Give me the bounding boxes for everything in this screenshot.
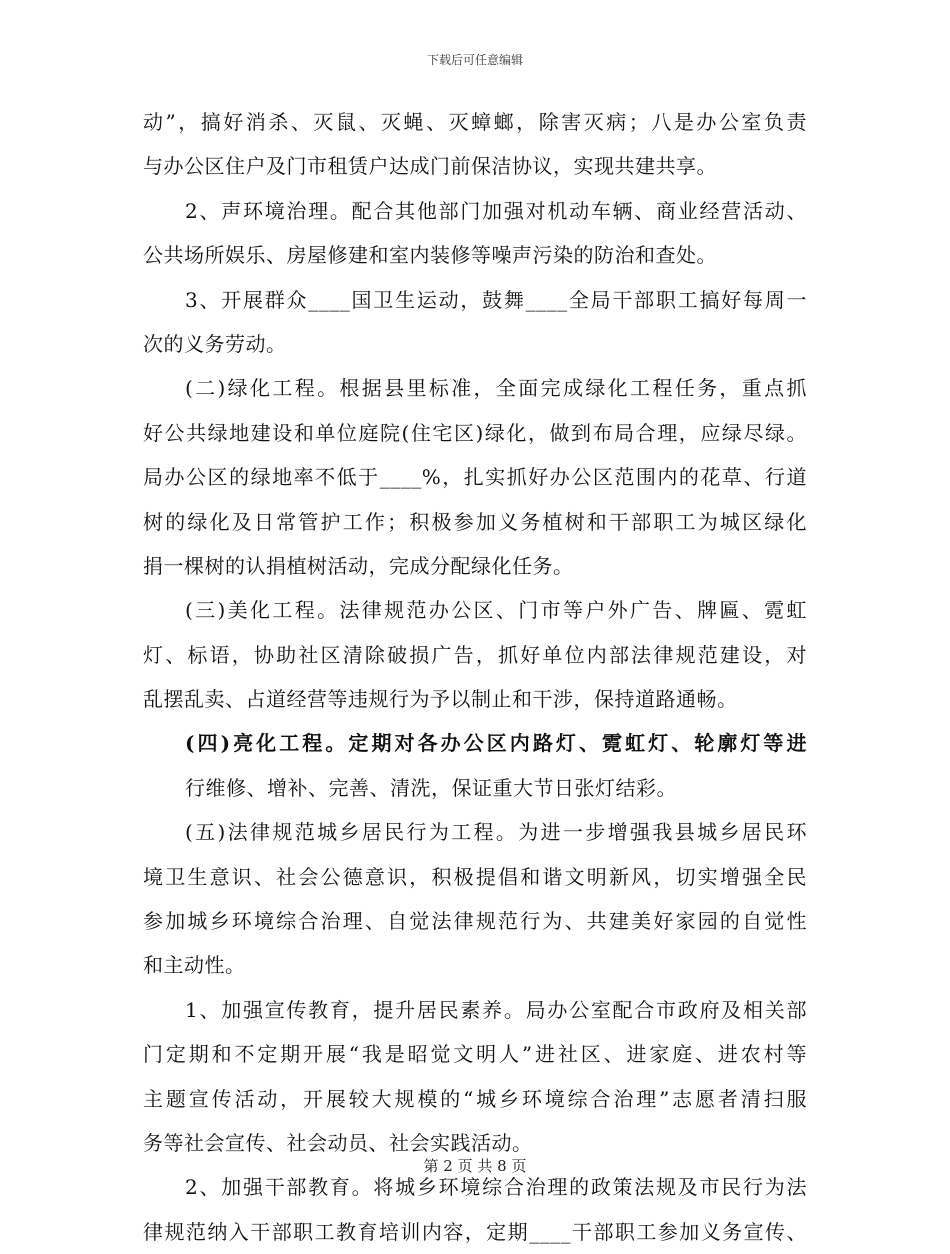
text-line-3: 2、声环境治理。配合其他部门加强对机动车辆、商业经营活动、	[185, 198, 807, 223]
text-line-18: 境卫生意识、社会公德意识，积极提倡和谐文明新风，切实增强全民	[143, 864, 807, 889]
text-line-11: 捐一棵树的认捐植树活动，完成分配绿化任务。	[143, 553, 574, 578]
text-line-24: 务等社会宣传、社会动员、社会实践活动。	[143, 1130, 533, 1155]
text-line-23: 主题宣传活动，开展较大规模的“城乡环境综合治理”志愿者清扫服	[143, 1086, 807, 1111]
document-body	[143, 100, 807, 1254]
text-line-16: 行维修、增补、完善、清洗，保证重大节日张灯结彩。	[185, 775, 677, 800]
text-line-21: 1、加强宣传教育，提升居民素养。局办公室配合市政府及相关部	[185, 997, 807, 1022]
page-number-footer: 第 2 页 共 8 页	[423, 1157, 527, 1175]
text-line-22: 门定期和不定期开展“我是昭觉文明人”进社区、进家庭、进农村等	[143, 1042, 807, 1067]
text-line-15: (四)亮化工程。定期对各办公区内路灯、霓虹灯、轮廓灯等进	[185, 731, 807, 756]
text-line-2: 与办公区住户及门市租赁户达成门前保洁协议，实现共建共享。	[143, 154, 717, 179]
text-line-14: 乱摆乱卖、占道经营等违规行为予以制止和干涉，保持道路通畅。	[143, 687, 738, 712]
text-line-9: 局办公区的绿地率不低于____%，扎实抓好办公区范围内的花草、行道	[143, 465, 807, 490]
text-line-17: (五)法律规范城乡居民行为工程。为进一步增强我县城乡居民环	[185, 820, 807, 845]
text-line-12: (三)美化工程。法律规范办公区、门市等户外广告、牌匾、霓虹	[185, 598, 807, 623]
text-line-1: 动”，搞好消杀、灭鼠、灭蝇、灭蟑螂，除害灭病；八是办公室负责	[143, 110, 807, 134]
text-line-6: 次的义务劳动。	[143, 331, 287, 356]
text-line-10: 树的绿化及日常管护工作；积极参加义务植树和干部职工为城区绿化	[143, 509, 807, 534]
page-header-note: 下载后可任意编辑	[426, 53, 523, 67]
text-line-8: 好公共绿地建设和单位庭院(住宅区)绿化，做到布局合理，应绿尽绿。	[143, 420, 807, 445]
text-line-4: 公共场所娱乐、房屋修建和室内装修等噪声污染的防治和查处。	[143, 243, 717, 268]
text-line-5: 3、开展群众____国卫生运动，鼓舞____全局干部职工搞好每周一	[185, 287, 807, 312]
text-line-13: 灯、标语，协助社区清除破损广告，抓好单位内部法律规范建设，对	[143, 642, 807, 667]
text-line-25: 2、加强干部教育。将城乡环境综合治理的政策法规及市民行为法	[185, 1175, 807, 1200]
text-line-26: 律规范纳入干部职工教育培训内容，定期____干部职工参加义务宣传、	[143, 1219, 807, 1244]
text-line-19: 参加城乡环境综合治理、自觉法律规范行为、共建美好家园的自觉性	[143, 909, 807, 934]
text-line-7: (二)绿化工程。根据县里标准，全面完成绿化工程任务，重点抓	[185, 376, 807, 401]
text-line-20: 和主动性。	[143, 953, 246, 978]
